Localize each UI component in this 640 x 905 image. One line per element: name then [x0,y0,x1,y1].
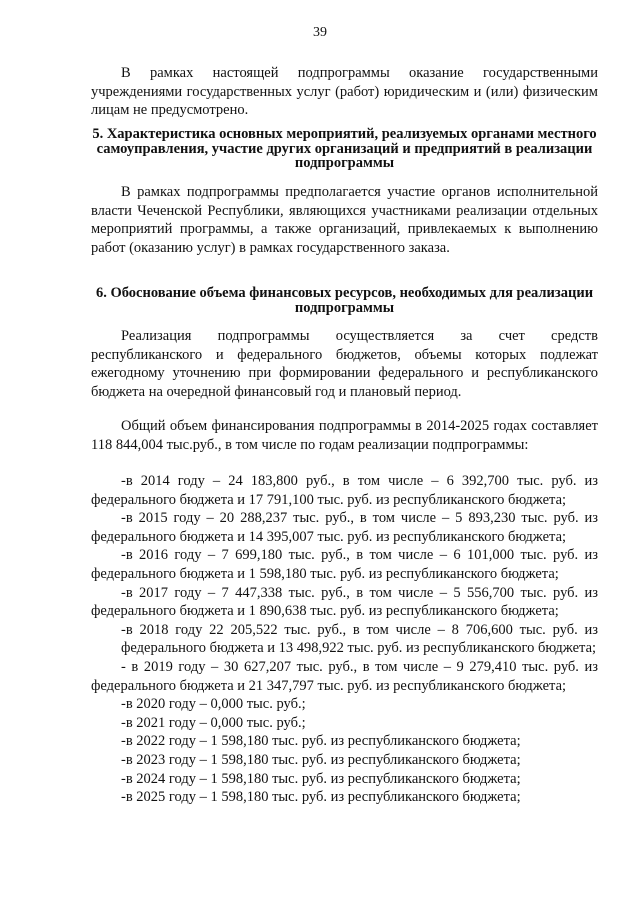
list-item-2016: -в 2016 году – 7 699,180 тыс. руб., в том числе – 6 101,000 тыс. руб. из федерального бюджета и 1 598,180 тыс. руб. из республиканского бюджета; [91,547,598,582]
list-item-2020: -в 2020 году – 0,000 тыс. руб.; [121,696,306,713]
list-item-2018: -в 2018 году 22 205,522 тыс. руб., в том числе – 8 706,600 тыс. руб. из федерального бюджета и 13 498,922 тыс. руб. из республиканского бюджета; [121,621,598,657]
list-item-2022: -в 2022 году – 1 598,180 тыс. руб. из республиканского бюджета; [121,733,521,750]
section6-paragraph2: Общий объем финансирования подпрограммы в 2014-2025 годах составляет 118 844,004 тыс.руб., в том числе по годам реализации подпрограммы: [91,418,598,453]
list-item-2023: -в 2023 году – 1 598,180 тыс. руб. из республиканского бюджета; [121,751,521,768]
section5-paragraph: В рамках подпрограммы предполагается участие органов исполнительной власти Чеченской Республики, являющихся участниками реализации отдельных мероприятий программы, а также организаций, привлекаемых к выполнению работ (оказанию услуг) в рамках государственного заказа. [91,184,598,256]
section6-paragraph1: Реализация подпрограммы осуществляется за счет средств республиканского и федерального бюджетов, объемы которых подлежат ежегодному уточнению при формировании федерального и республиканского бюджета на очередной финансовый год и плановый период. [91,328,598,400]
section6-paragraph2-block [91,417,598,454]
page-number: 39 [313,25,327,40]
list-item-2021: -в 2021 году – 0,000 тыс. руб.; [121,714,306,731]
funding-list [91,472,598,807]
section6-paragraph1-block [91,327,598,401]
list-item-2019: - в 2019 году – 30 627,207 тыс. руб., в том числе – 9 279,410 тыс. руб. из федерального бюджета и 21 347,797 тыс. руб. из республиканского бюджета; [91,658,598,694]
section6-heading: 6. Обоснование объема финансовых ресурсов, необходимых для реализации подпрограммы [95,285,594,316]
list-item-2025: -в 2025 году – 1 598,180 тыс. руб. из республиканского бюджета; [121,789,521,806]
list-item-2014: -в 2014 году – 24 183,800 руб., в том числе – 6 392,700 тыс. руб. из федерального бюджета и 17 791,100 тыс. руб. из республиканского бюджета; [91,473,598,508]
intro-block [91,64,598,120]
list-item-2015: -в 2015 году – 20 288,237 тыс. руб., в том числе – 5 893,230 тыс. руб. из федерального бюджета и 14 395,007 тыс. руб. из республиканского бюджета; [91,510,598,545]
list-item-2024: -в 2024 году – 1 598,180 тыс. руб. из республиканского бюджета; [121,770,521,787]
section5-block [91,183,598,257]
list-item-2017: -в 2017 году – 7 447,338 тыс. руб., в том числе – 5 556,700 тыс. руб. из федерального бюджета и 1 890,638 тыс. руб. из республиканского бюджета; [91,584,598,620]
section5-heading: 5. Характеристика основных мероприятий, реализуемых органами местного самоуправления, участие других организаций и предприятий в реализации подпрограммы [92,126,597,171]
intro-paragraph: В рамках настоящей подпрограммы оказание государственными учреждениями государственных услуг (работ) юридическим и (или) физическим лицам не предусмотрено. [91,65,598,119]
